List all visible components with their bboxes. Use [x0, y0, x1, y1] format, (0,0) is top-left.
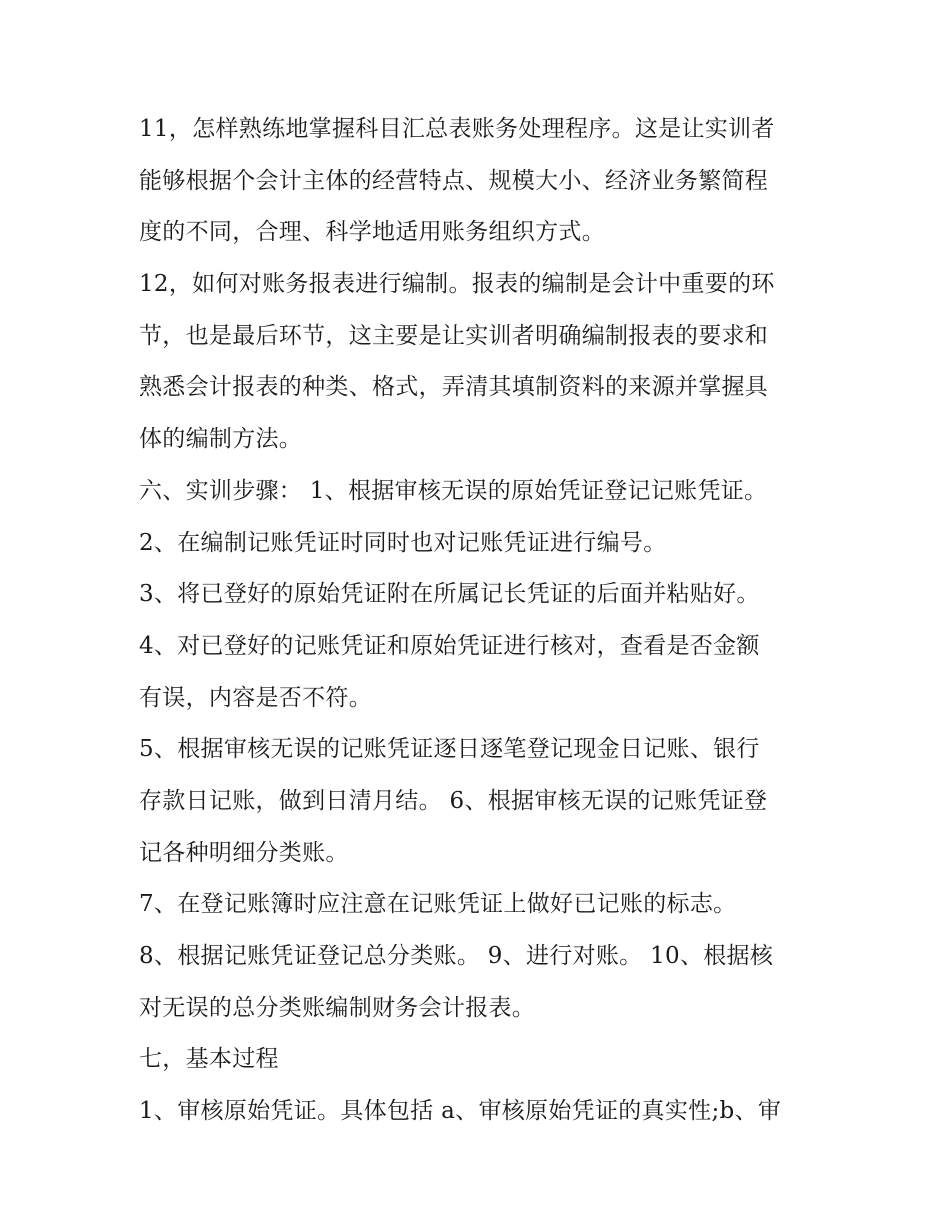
text-line: 度的不同，合理、科学地适用账务组织方式。: [139, 219, 605, 246]
text-line: 12，如何对账务报表进行编制。报表的编制是会计中重要的环: [139, 271, 775, 298]
text-line: 能够根据个会计主体的经营特点、规模大小、经济业务繁简程: [139, 167, 769, 194]
text-line: 11，怎样熟练地掌握科目汇总表账务处理程序。这是让实训者: [139, 116, 775, 142]
text-line: 节，也是最后环节，这主要是让实训者明确编制报表的要求和: [139, 322, 769, 349]
section-heading-process: 七，基本过程: [139, 1046, 279, 1073]
text-line: 体的编制方法。: [139, 426, 303, 453]
text-line: 存款日记账，做到日清月结。 6、根据审核无误的记账凭证登: [139, 787, 768, 814]
text-line: 有误，内容是否不符。: [139, 684, 372, 711]
text-line: 4、对已登好的记账凭证和原始凭证进行核对，查看是否金额: [139, 632, 760, 659]
text-line: 熟悉会计报表的种类、格式，弄清其填制资料的来源并掌握具: [139, 374, 769, 401]
text-line: 对无误的总分类账编制财务会计报表。: [139, 994, 536, 1021]
text-line: 7、在登记账簿时应注意在记账凭证上做好已记账的标志。: [139, 891, 737, 918]
document-body: [139, 104, 819, 1138]
text-line: 记各种明细分类账。: [139, 839, 349, 866]
text-line: 1、审核原始凭证。具体包括 a、审核原始凭证的真实性;b、审: [139, 1098, 782, 1125]
text-line: 3、将已登好的原始凭证附在所属记长凭证的后面并粘贴好。: [139, 581, 760, 608]
section-heading-steps: 六、实训步骤： 1、根据审核无误的原始凭证登记记账凭证。: [139, 477, 768, 504]
text-line: 5、根据审核无误的记账凭证逐日逐笔登记现金日记账、银行: [139, 736, 760, 763]
text-line: 8、根据记账凭证登记总分类账。 9、进行对账。 10、根据核: [139, 943, 774, 969]
text-line: 2、在编制记账凭证时同时也对记账凭证进行编号。: [139, 529, 667, 556]
